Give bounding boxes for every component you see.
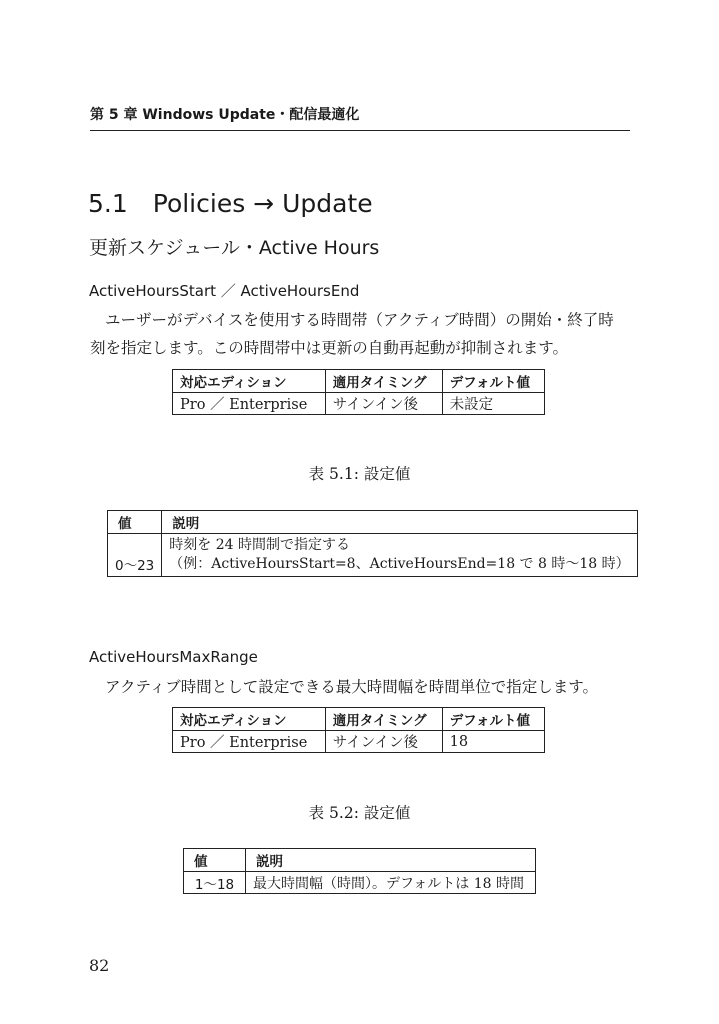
table-caption: 表 5.1: 設定値 bbox=[308, 465, 411, 483]
header-timing: 適用タイミング bbox=[325, 370, 442, 393]
description-cell bbox=[162, 534, 637, 577]
header-timing: 適用タイミング bbox=[325, 708, 442, 731]
timing-value: サインイン後 bbox=[325, 731, 442, 753]
table-row bbox=[108, 534, 638, 577]
default-value: 未設定 bbox=[442, 393, 544, 415]
default-value: 18 bbox=[442, 731, 544, 753]
header-value: 値 bbox=[184, 849, 246, 872]
value-cell: 1〜18 bbox=[184, 872, 246, 894]
edition-value: Pro ／ Enterprise bbox=[173, 731, 326, 753]
description-line: 刻を指定します。この時間帯中は更新の自動再起動が抑制されます。 bbox=[90, 339, 569, 357]
page-number: 82 bbox=[89, 956, 110, 975]
description-line: （例：ActiveHoursStart=8、ActiveHoursEnd=18 で 8 時〜18 時） bbox=[169, 556, 630, 572]
description-line: 時刻を 24 時間制で指定する bbox=[169, 537, 350, 553]
header-default: デフォルト値 bbox=[442, 370, 544, 393]
section-subtitle: 更新スケジュール・Active Hours bbox=[89, 237, 380, 259]
info-table bbox=[172, 369, 545, 415]
timing-value: サインイン後 bbox=[325, 393, 442, 415]
header-description: 説明 bbox=[246, 849, 536, 872]
info-table bbox=[172, 707, 545, 753]
description-cell: 最大時間幅（時間）。デフォルトは 18 時間 bbox=[246, 872, 536, 894]
values-table bbox=[183, 848, 536, 894]
chapter-header: 第 5 章 Windows Update・配信最適化 bbox=[90, 104, 630, 131]
setting-description: アクティブ時間として設定できる最大時間幅を時間単位で指定します。 bbox=[105, 678, 599, 696]
header-default: デフォルト値 bbox=[442, 708, 544, 731]
table-caption: 表 5.2: 設定値 bbox=[308, 804, 411, 822]
value-cell: 0〜23 bbox=[108, 534, 162, 577]
edition-value: Pro ／ Enterprise bbox=[173, 393, 326, 415]
header-description: 説明 bbox=[162, 511, 637, 534]
setting-description bbox=[90, 306, 614, 362]
setting-name-active-hours-start-end: ActiveHoursStart ／ ActiveHoursEnd bbox=[89, 282, 360, 300]
values-table bbox=[107, 510, 638, 577]
setting-name-active-hours-max-range: ActiveHoursMaxRange bbox=[89, 648, 258, 666]
description-line: ユーザーがデバイスを使用する時間帯（アクティブ時間）の開始・終了時 bbox=[105, 311, 614, 329]
header-edition: 対応エディション bbox=[173, 370, 326, 393]
header-edition: 対応エディション bbox=[173, 708, 326, 731]
header-value: 値 bbox=[108, 511, 162, 534]
section-title: 5.1 Policies → Update bbox=[88, 189, 373, 218]
table-row bbox=[184, 872, 536, 894]
